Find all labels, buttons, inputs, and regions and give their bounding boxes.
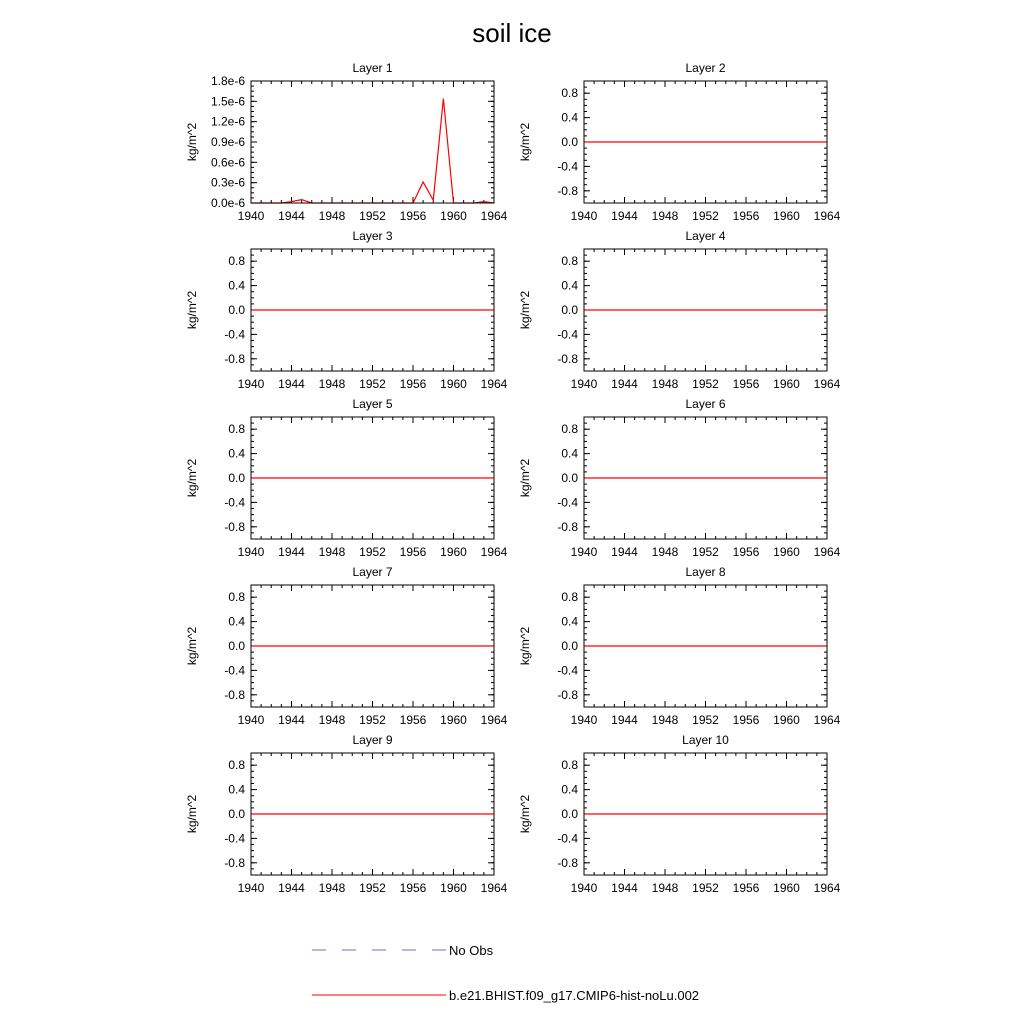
series-line (251, 99, 494, 203)
legend-item-model-run (312, 988, 699, 1003)
x-tick-label: 1948 (318, 377, 346, 391)
y-tick-label: 1.2e-6 (210, 114, 245, 129)
y-tick-label: 0.0 (228, 471, 245, 485)
x-tick-label: 1964 (813, 545, 841, 559)
x-tick-label: 1952 (692, 545, 719, 559)
y-tick-label: 0.3e-6 (210, 175, 245, 190)
y-tick-label: -0.8 (557, 183, 578, 198)
y-tick-label: -0.4 (557, 159, 578, 174)
x-tick-label: 1948 (651, 713, 679, 727)
x-tick-label: 1960 (773, 377, 800, 391)
panel-layer-3 (185, 229, 508, 391)
x-tick-label: 1952 (692, 881, 719, 895)
x-tick-label: 1956 (399, 881, 427, 895)
x-tick-label: 1964 (813, 377, 841, 391)
y-tick-label: -0.8 (224, 687, 245, 702)
x-tick-label: 1948 (651, 545, 679, 559)
panel-layer-1 (185, 61, 508, 223)
x-tick-label: 1964 (480, 545, 508, 559)
y-tick-label: -0.8 (224, 855, 245, 870)
x-tick-label: 1956 (732, 713, 760, 727)
x-tick-label: 1948 (318, 713, 346, 727)
panel-layer-7 (185, 565, 508, 727)
x-tick-label: 1952 (359, 545, 386, 559)
panel-layer-5 (185, 397, 508, 559)
y-axis-title: kg/m^2 (518, 290, 532, 330)
x-tick-label: 1964 (480, 713, 508, 727)
y-tick-label: 0.4 (561, 782, 578, 797)
x-tick-label: 1948 (318, 545, 346, 559)
x-tick-label: 1944 (278, 713, 305, 727)
y-tick-label: -0.4 (224, 663, 245, 678)
x-tick-label: 1944 (611, 713, 638, 727)
y-tick-label: -0.4 (557, 327, 578, 342)
x-tick-label: 1948 (651, 377, 679, 391)
x-tick-label: 1944 (278, 881, 305, 895)
x-tick-label: 1956 (732, 209, 760, 223)
panel-layer-10 (518, 733, 841, 895)
y-axis-title: kg/m^2 (185, 290, 199, 330)
y-tick-label: 0.0 (228, 639, 245, 653)
y-tick-label: 0.8 (561, 86, 578, 101)
x-tick-label: 1956 (399, 545, 427, 559)
x-tick-label: 1940 (570, 713, 598, 727)
y-axis-title: kg/m^2 (518, 122, 532, 162)
y-tick-label: 0.8 (561, 254, 578, 269)
x-tick-label: 1960 (440, 377, 467, 391)
x-tick-label: 1964 (480, 881, 508, 895)
x-tick-label: 1952 (359, 209, 386, 223)
panel-title: Layer 9 (352, 733, 393, 747)
x-tick-label: 1960 (440, 545, 467, 559)
y-axis-title: kg/m^2 (518, 458, 532, 498)
panel-title: Layer 2 (685, 61, 726, 75)
panel-grid (185, 61, 841, 895)
x-tick-label: 1952 (692, 377, 719, 391)
y-tick-label: 0.0 (561, 471, 578, 485)
y-tick-label: 0.4 (561, 110, 578, 125)
x-tick-label: 1960 (440, 209, 467, 223)
panel-layer-4 (518, 229, 841, 391)
y-tick-label: 0.9e-6 (210, 135, 245, 149)
y-tick-label: 0.8 (561, 758, 578, 773)
panel-layer-2 (518, 61, 841, 223)
y-axis-title: kg/m^2 (518, 626, 532, 666)
y-tick-label: -0.8 (557, 855, 578, 870)
panel-layer-8 (518, 565, 841, 727)
y-tick-label: -0.8 (224, 351, 245, 366)
panel-title: Layer 3 (352, 229, 393, 243)
y-axis-title: kg/m^2 (185, 122, 199, 162)
y-tick-label: 0.4 (561, 614, 578, 629)
x-tick-label: 1944 (611, 209, 638, 223)
x-tick-label: 1956 (732, 545, 760, 559)
panel-title: Layer 8 (685, 565, 726, 579)
legend (312, 943, 699, 1003)
x-tick-label: 1960 (440, 881, 467, 895)
x-tick-label: 1940 (237, 545, 265, 559)
x-tick-label: 1956 (399, 713, 427, 727)
panel-title: Layer 5 (352, 397, 393, 411)
x-tick-label: 1960 (773, 209, 800, 223)
panel-title: Layer 7 (352, 565, 393, 579)
legend-item-no-obs (312, 943, 494, 958)
y-tick-label: 0.4 (228, 614, 245, 629)
y-tick-label: 0.8 (228, 590, 245, 605)
x-tick-label: 1952 (359, 377, 386, 391)
x-tick-label: 1940 (570, 881, 598, 895)
y-tick-label: 0.8 (561, 422, 578, 437)
y-tick-label: 0.8 (228, 422, 245, 437)
x-tick-label: 1940 (237, 713, 265, 727)
y-tick-label: 0.0 (228, 807, 245, 821)
y-tick-label: 0.0e-6 (210, 196, 245, 210)
x-tick-label: 1940 (237, 881, 265, 895)
y-tick-label: -0.4 (224, 495, 245, 510)
x-tick-label: 1956 (399, 377, 427, 391)
x-tick-label: 1944 (611, 377, 638, 391)
y-tick-label: 1.5e-6 (210, 94, 245, 109)
y-tick-label: 0.0 (561, 639, 578, 653)
x-tick-label: 1952 (692, 713, 719, 727)
y-tick-label: -0.4 (557, 663, 578, 678)
legend-label-model-run: b.e21.BHIST.f09_g17.CMIP6-hist-noLu.002 (449, 988, 700, 1003)
x-tick-label: 1964 (813, 713, 841, 727)
y-tick-label: 0.4 (561, 278, 578, 293)
x-tick-label: 1940 (237, 377, 265, 391)
y-tick-label: -0.8 (224, 519, 245, 534)
x-tick-label: 1956 (399, 209, 427, 223)
x-tick-label: 1952 (359, 713, 386, 727)
panel-title: Layer 10 (682, 733, 729, 747)
y-tick-label: 0.4 (228, 446, 245, 461)
x-tick-label: 1944 (278, 377, 305, 391)
x-tick-label: 1960 (773, 545, 800, 559)
x-tick-label: 1944 (278, 545, 305, 559)
x-tick-label: 1940 (237, 209, 265, 223)
x-tick-label: 1940 (570, 377, 598, 391)
y-tick-label: 0.0 (561, 303, 578, 317)
figure-title: soil ice (472, 18, 552, 48)
panel-layer-6 (518, 397, 841, 559)
x-tick-label: 1952 (359, 881, 386, 895)
x-tick-label: 1940 (570, 209, 598, 223)
x-tick-label: 1964 (813, 881, 841, 895)
x-tick-label: 1956 (732, 377, 760, 391)
x-tick-label: 1948 (651, 881, 679, 895)
panel-title: Layer 1 (352, 61, 393, 75)
y-tick-label: 0.0 (561, 135, 578, 149)
plot-frame (251, 81, 494, 203)
x-tick-label: 1956 (732, 881, 760, 895)
y-tick-label: 0.4 (228, 782, 245, 797)
y-tick-label: -0.4 (557, 495, 578, 510)
y-axis-title: kg/m^2 (185, 458, 199, 498)
y-tick-label: -0.4 (224, 327, 245, 342)
x-tick-label: 1948 (651, 209, 679, 223)
y-tick-label: 0.0 (561, 807, 578, 821)
x-tick-label: 1960 (773, 881, 800, 895)
y-tick-label: 0.4 (561, 446, 578, 461)
x-tick-label: 1940 (570, 545, 598, 559)
y-tick-label: -0.8 (557, 519, 578, 534)
y-tick-label: -0.8 (557, 687, 578, 702)
x-tick-label: 1948 (318, 209, 346, 223)
y-tick-label: -0.4 (224, 831, 245, 846)
y-axis-title: kg/m^2 (518, 794, 532, 834)
x-tick-label: 1948 (318, 881, 346, 895)
panel-layer-9 (185, 733, 508, 895)
x-tick-label: 1960 (773, 713, 800, 727)
y-tick-label: 0.6e-6 (210, 155, 245, 170)
panel-title: Layer 6 (685, 397, 726, 411)
y-tick-label: -0.4 (557, 831, 578, 846)
x-tick-label: 1964 (813, 209, 841, 223)
x-tick-label: 1964 (480, 209, 508, 223)
y-axis-title: kg/m^2 (185, 626, 199, 666)
y-tick-label: -0.8 (557, 351, 578, 366)
y-axis-title: kg/m^2 (185, 794, 199, 834)
x-tick-label: 1944 (611, 881, 638, 895)
legend-label-no-obs: No Obs (449, 943, 494, 958)
x-tick-label: 1960 (440, 713, 467, 727)
y-tick-label: 0.4 (228, 278, 245, 293)
y-tick-label: 0.8 (228, 254, 245, 269)
y-tick-label: 0.8 (228, 758, 245, 773)
y-tick-label: 0.8 (561, 590, 578, 605)
x-tick-label: 1944 (278, 209, 305, 223)
panel-title: Layer 4 (685, 229, 726, 243)
x-tick-label: 1952 (692, 209, 719, 223)
y-tick-label: 1.8e-6 (210, 74, 245, 88)
x-tick-label: 1964 (480, 377, 508, 391)
y-tick-label: 0.0 (228, 303, 245, 317)
x-tick-label: 1944 (611, 545, 638, 559)
